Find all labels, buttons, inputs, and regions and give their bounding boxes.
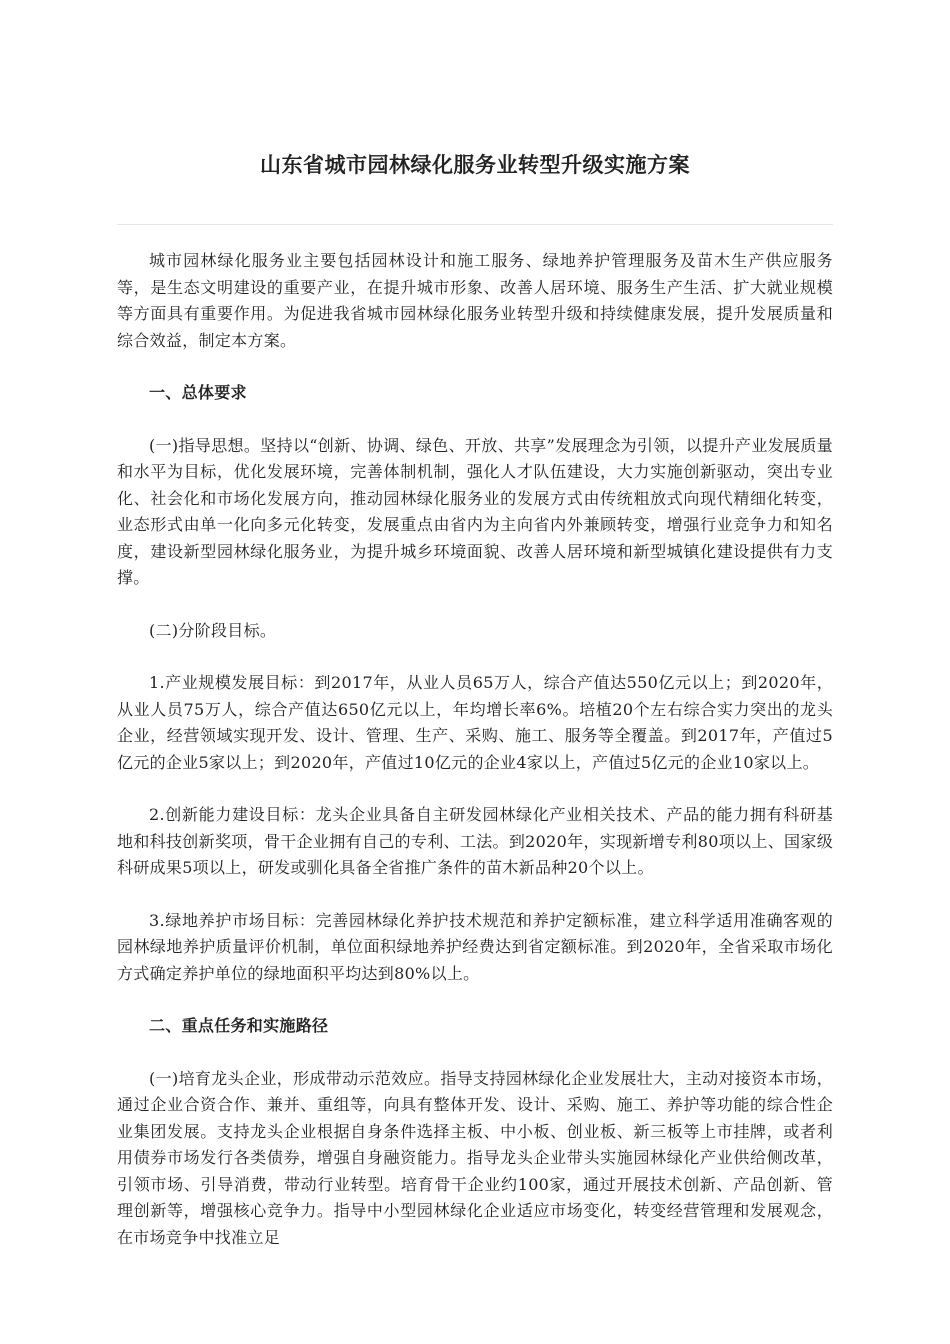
maintenance-market-goal-paragraph: 3.绿地养护市场目标：完善园林绿化养护技术规范和养护定额标准，建立科学适用准确客观的园林绿地养护质量评价机制，单位面积绿地养护经费达到省定额标准。到2020年，全省采取市场化方式确定养护单位的绿地面积平均达到80%以上。: [117, 910, 833, 983]
leading-enterprises-paragraph: (一)培育龙头企业，形成带动示范效应。指导支持园林绿化企业发展壮大，主动对接资本市场，通过企业合资合作、兼并、重组等，向具有整体开发、设计、采购、施工、养护等功能的综合性企业集团发展。支持龙头企业根据自身条件选择主板、中小板、创业板、新三板等上市挂牌，或者利用债券市场发行各类债券，增强自身融资能力。指导龙头企业带头实施园林绿化产业供给侧改革，引领市场、引导消费，带动行业转型。培育骨干企业约100家，通过开展技术创新、产品创新、管理创新等，增强核心竞争力。指导中小型园林绿化企业适应市场变化，转变经营管理和发展观念，在市场竞争中找准立足: [117, 1068, 833, 1247]
title-divider: [117, 224, 833, 225]
section-heading-general-requirements: 一、总体要求: [149, 383, 247, 402]
innovation-goal-paragraph: 2.创新能力建设目标：龙头企业具备自主研发园林绿化产业相关技术、产品的能力拥有科研基地和科技创新奖项，骨干企业拥有自己的专利、工法。到2020年，实现新增专利80项以上、国家级科研成果5项以上，研发或驯化具备全省推广条件的苗木新品种20个以上。: [117, 805, 833, 877]
guiding-ideology-paragraph: (一)指导思想。坚持以“创新、协调、绿色、开放、共享”发展理念为引领，以提升产业发展质量和水平为目标，优化发展环境，完善体制机制，强化人才队伍建设，大力实施创新驱动，突出专业化、社会化和市场化发展方向，推动园林绿化服务业的发展方式由传统粗放式向现代精细化转变，业态形式由单一化向多元化转变，发展重点由省内为主向省内外兼顾转变，增强行业竞争力和知名度，建设新型园林绿化服务业，为提升城乡环境面貌、改善人居环境和新型城镇化建设提供有力支撑。: [117, 435, 833, 587]
intro-paragraph: 城市园林绿化服务业主要包括园林设计和施工服务、绿地养护管理服务及苗木生产供应服务等，是生态文明建设的重要产业，在提升城市形象、改善人居环境、服务生产生活、扩大就业规模等方面具有重要作用。为促进我省城市园林绿化服务业转型升级和持续健康发展，提升发展质量和综合效益，制定本方案。: [117, 251, 833, 350]
section-heading-key-tasks: 二、重点任务和实施路径: [149, 1016, 329, 1035]
document-title: 山东省城市园林绿化服务业转型升级实施方案: [260, 153, 690, 177]
document-body: [117, 248, 833, 1277]
industry-scale-goal-paragraph: 1.产业规模发展目标：到2017年，从业人员65万人，综合产值达550亿元以上；到2020年，从业人员75万人，综合产值达650亿元以上，年均增长率6%。培植20个左右综合实力突出的龙头企业，经营领域实现开发、设计、管理、生产、采购、施工、服务等全覆盖。到2017年，产值过5亿元的企业5家以上；到2020年，产值过10亿元的企业4家以上，产值过5亿元的企业10家以上。: [117, 673, 833, 772]
phased-goals-paragraph: (二)分阶段目标。: [149, 620, 277, 640]
